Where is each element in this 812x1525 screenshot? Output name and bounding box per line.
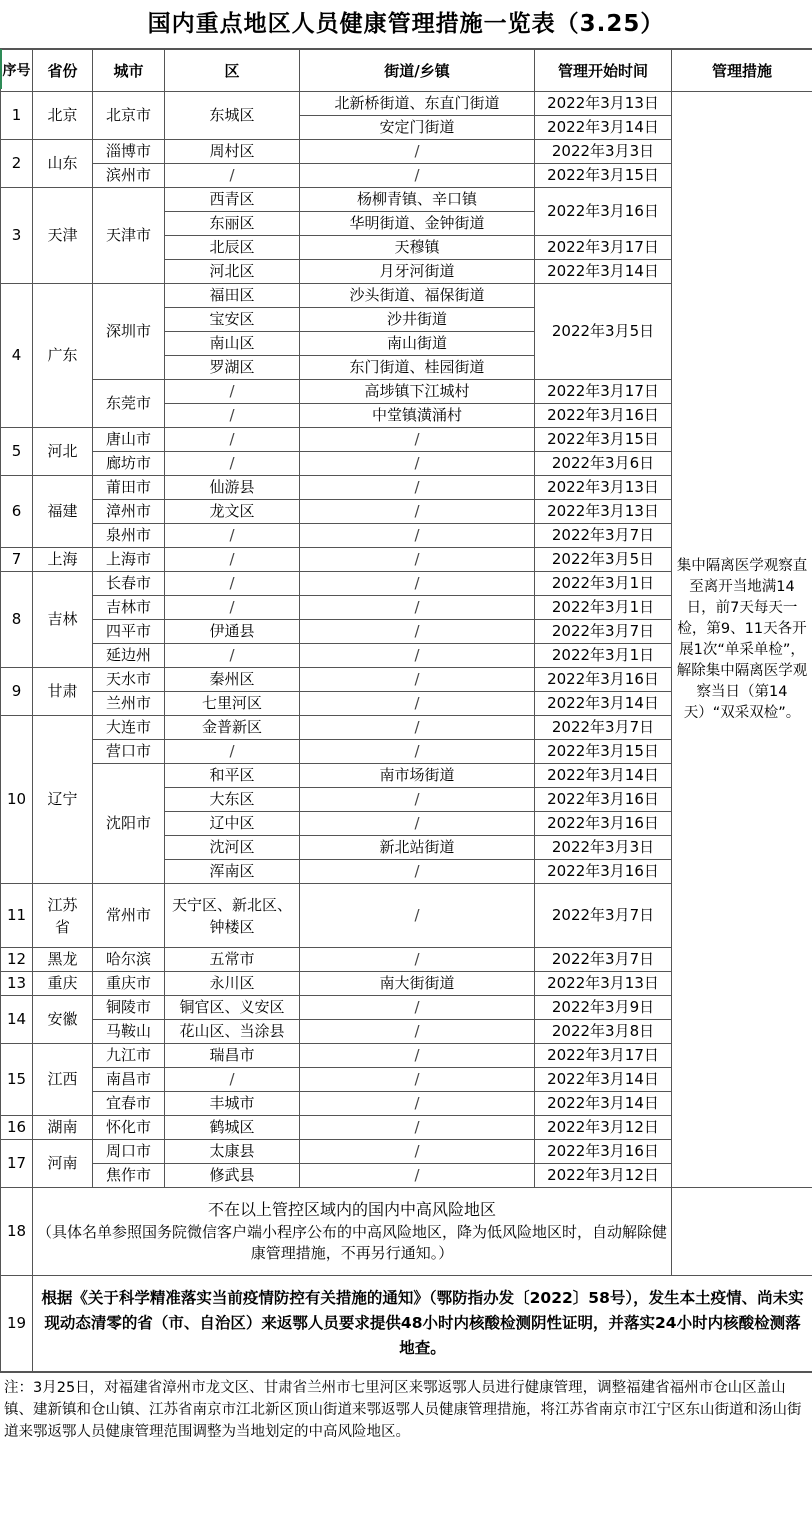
city-cell: 廊坊市 [93, 452, 165, 476]
district-cell: 伊通县 [165, 620, 300, 644]
street-cell: / [300, 1020, 535, 1044]
province-cell: 吉林 [33, 572, 93, 668]
district-cell: 丰城市 [165, 1092, 300, 1116]
street-cell: / [300, 1068, 535, 1092]
street-cell: / [300, 996, 535, 1020]
street-cell: / [300, 668, 535, 692]
street-cell: / [300, 860, 535, 884]
start-date-cell: 2022年3月7日 [535, 716, 672, 740]
city-cell: 北京市 [93, 92, 165, 140]
street-cell: / [300, 572, 535, 596]
start-date-cell: 2022年3月16日 [535, 188, 672, 236]
street-cell: / [300, 1092, 535, 1116]
street-cell: / [300, 164, 535, 188]
city-cell: 周口市 [93, 1140, 165, 1164]
street-cell: / [300, 596, 535, 620]
district-cell: 花山区、当涂县 [165, 1020, 300, 1044]
district-cell: / [165, 1068, 300, 1092]
row-no: 9 [1, 668, 33, 716]
district-cell: 太康县 [165, 1140, 300, 1164]
row-no: 15 [1, 1044, 33, 1116]
province-cell: 河北 [33, 428, 93, 476]
start-date-cell: 2022年3月7日 [535, 884, 672, 948]
row-no: 1 [1, 92, 33, 140]
street-cell: / [300, 524, 535, 548]
start-date-cell: 2022年3月16日 [535, 812, 672, 836]
start-date-cell: 2022年3月14日 [535, 116, 672, 140]
street-cell: 华明街道、金钟街道 [300, 212, 535, 236]
row-no: 14 [1, 996, 33, 1044]
district-cell: 五常市 [165, 948, 300, 972]
city-cell: 常州市 [93, 884, 165, 948]
street-cell: / [300, 428, 535, 452]
start-date-cell: 2022年3月7日 [535, 948, 672, 972]
district-cell: / [165, 548, 300, 572]
province-cell: 上海 [33, 548, 93, 572]
row-no: 16 [1, 1116, 33, 1140]
city-cell: 淄博市 [93, 140, 165, 164]
district-cell: / [165, 524, 300, 548]
other-risk-areas-title: 不在以上管控区域内的国内中高风险地区 [207, 1200, 496, 1219]
street-cell: / [300, 1164, 535, 1188]
street-cell: / [300, 1044, 535, 1068]
start-date-cell: 2022年3月7日 [535, 524, 672, 548]
policy-notice-cell: 根据《关于科学精准落实当前疫情防控有关措施的通知》（鄂防指办发〔2022〕58号），发生本土疫情、尚未实现动态清零的省（市、自治区）来返鄂人员要求提供48小时内核酸检测阴性证明，并落实24小时内核酸检测落地查。 [33, 1276, 812, 1372]
street-cell: 天穆镇 [300, 236, 535, 260]
header-row [1, 50, 812, 92]
row-no: 12 [1, 948, 33, 972]
district-cell: 铜官区、义安区 [165, 996, 300, 1020]
start-date-cell: 2022年3月7日 [535, 620, 672, 644]
start-date-cell: 2022年3月15日 [535, 740, 672, 764]
province-cell: 黑龙 [33, 948, 93, 972]
street-cell: 杨柳青镇、辛口镇 [300, 188, 535, 212]
start-date-cell: 2022年3月13日 [535, 92, 672, 116]
city-cell: 兰州市 [93, 692, 165, 716]
district-cell: 仙游县 [165, 476, 300, 500]
start-date-cell: 2022年3月14日 [535, 692, 672, 716]
street-cell: / [300, 620, 535, 644]
district-cell: 大东区 [165, 788, 300, 812]
street-cell: / [300, 788, 535, 812]
province-cell: 湖南 [33, 1116, 93, 1140]
city-cell: 四平市 [93, 620, 165, 644]
district-cell: 修武县 [165, 1164, 300, 1188]
district-cell: 西青区 [165, 188, 300, 212]
row-no: 19 [1, 1276, 33, 1372]
street-cell: 南市场街道 [300, 764, 535, 788]
district-cell: 福田区 [165, 284, 300, 308]
district-cell: 沈河区 [165, 836, 300, 860]
province-cell: 山东 [33, 140, 93, 188]
street-cell: 南山街道 [300, 332, 535, 356]
city-cell: 延边州 [93, 644, 165, 668]
district-cell: / [165, 404, 300, 428]
street-cell: / [300, 716, 535, 740]
other-risk-areas-detail: （具体名单参照国务院微信客户端小程序公布的中高风险地区，降为低风险地区时，自动解除健康管理措施，不再另行通知。） [37, 1223, 668, 1262]
province-cell: 辽宁 [33, 716, 93, 884]
header-city: 城市 [93, 50, 165, 92]
city-cell: 马鞍山 [93, 1020, 165, 1044]
street-cell: / [300, 548, 535, 572]
district-cell: / [165, 740, 300, 764]
district-cell: 罗湖区 [165, 356, 300, 380]
city-cell: 营口市 [93, 740, 165, 764]
selection-marker [0, 49, 2, 89]
province-cell: 甘肃 [33, 668, 93, 716]
street-cell: / [300, 1140, 535, 1164]
district-cell: / [165, 596, 300, 620]
district-cell: 天宁区、新北区、钟楼区 [165, 884, 300, 948]
start-date-cell: 2022年3月12日 [535, 1116, 672, 1140]
city-cell: 宜春市 [93, 1092, 165, 1116]
district-cell: / [165, 428, 300, 452]
start-date-cell: 2022年3月8日 [535, 1020, 672, 1044]
street-cell: 沙头街道、福保街道 [300, 284, 535, 308]
row-no: 17 [1, 1140, 33, 1188]
row-no: 18 [1, 1188, 33, 1276]
district-cell: 辽中区 [165, 812, 300, 836]
city-cell: 深圳市 [93, 284, 165, 380]
street-cell: / [300, 948, 535, 972]
district-cell: / [165, 644, 300, 668]
start-date-cell: 2022年3月14日 [535, 1068, 672, 1092]
city-cell: 吉林市 [93, 596, 165, 620]
city-cell: 沈阳市 [93, 764, 165, 884]
district-cell: / [165, 572, 300, 596]
street-cell: / [300, 500, 535, 524]
start-date-cell: 2022年3月9日 [535, 996, 672, 1020]
city-cell: 天水市 [93, 668, 165, 692]
district-cell: 永川区 [165, 972, 300, 996]
header-start: 管理开始时间 [535, 50, 672, 92]
row-no: 3 [1, 188, 33, 284]
district-cell: / [165, 380, 300, 404]
other-risk-areas-cell [33, 1188, 672, 1276]
province-cell: 福建 [33, 476, 93, 548]
row-no: 11 [1, 884, 33, 948]
street-cell: 高埗镇下江城村 [300, 380, 535, 404]
province-cell: 江苏省 [33, 884, 93, 948]
table-row [1, 1276, 812, 1372]
start-date-cell: 2022年3月6日 [535, 452, 672, 476]
province-cell: 重庆 [33, 972, 93, 996]
street-cell: / [300, 140, 535, 164]
start-date-cell: 2022年3月16日 [535, 404, 672, 428]
city-cell: 上海市 [93, 548, 165, 572]
city-cell: 铜陵市 [93, 996, 165, 1020]
street-cell: 新北站街道 [300, 836, 535, 860]
district-cell: 宝安区 [165, 308, 300, 332]
district-cell: 浑南区 [165, 860, 300, 884]
header-street: 街道/乡镇 [300, 50, 535, 92]
start-date-cell: 2022年3月3日 [535, 140, 672, 164]
street-cell: 中堂镇潢涌村 [300, 404, 535, 428]
page-title: 国内重点地区人员健康管理措施一览表（3.25） [0, 0, 812, 49]
street-cell: 东门街道、桂园街道 [300, 356, 535, 380]
start-date-cell: 2022年3月1日 [535, 596, 672, 620]
district-cell: 七里河区 [165, 692, 300, 716]
table-row [1, 92, 812, 116]
start-date-cell: 2022年3月15日 [535, 428, 672, 452]
start-date-cell: 2022年3月1日 [535, 572, 672, 596]
city-cell: 漳州市 [93, 500, 165, 524]
street-cell: / [300, 644, 535, 668]
row-no: 2 [1, 140, 33, 188]
start-date-cell: 2022年3月17日 [535, 236, 672, 260]
district-cell: 龙文区 [165, 500, 300, 524]
measures-cell: 集中隔离医学观察直至离开当地满14日，前7天每天一检，第9、11天各开展1次“单采单检”，解除集中隔离医学观察当日（第14天）“双采双检”。 [672, 92, 812, 1188]
row-no: 5 [1, 428, 33, 476]
header-measures: 管理措施 [672, 50, 812, 92]
row-no: 7 [1, 548, 33, 572]
district-cell: 秦州区 [165, 668, 300, 692]
district-cell: / [165, 164, 300, 188]
footer-note: 注：3月25日，对福建省漳州市龙文区、甘肃省兰州市七里河区来鄂返鄂人员进行健康管理，调整福建省福州市仓山区盖山镇、建新镇和仓山镇、江苏省南京市江北新区顶山街道来鄂返鄂人员健康管理措施，将江苏省南京市江宁区东山街道和汤山街道来鄂返鄂人员健康管理范围调整为当地划定的中高风险地区。 [0, 1372, 812, 1447]
start-date-cell: 2022年3月14日 [535, 1092, 672, 1116]
management-table [0, 49, 812, 1372]
district-cell: 金普新区 [165, 716, 300, 740]
header-district: 区 [165, 50, 300, 92]
city-cell: 九江市 [93, 1044, 165, 1068]
street-cell: 安定门街道 [300, 116, 535, 140]
district-cell: / [165, 452, 300, 476]
start-date-cell: 2022年3月1日 [535, 644, 672, 668]
header-province: 省份 [33, 50, 93, 92]
city-cell: 南昌市 [93, 1068, 165, 1092]
street-cell: 沙井街道 [300, 308, 535, 332]
row-no: 13 [1, 972, 33, 996]
street-cell: 南大街街道 [300, 972, 535, 996]
row-no: 4 [1, 284, 33, 428]
street-cell: / [300, 812, 535, 836]
city-cell: 哈尔滨 [93, 948, 165, 972]
start-date-cell: 2022年3月3日 [535, 836, 672, 860]
start-date-cell: 2022年3月12日 [535, 1164, 672, 1188]
start-date-cell: 2022年3月14日 [535, 764, 672, 788]
city-cell: 大连市 [93, 716, 165, 740]
street-cell: / [300, 452, 535, 476]
start-date-cell: 2022年3月13日 [535, 476, 672, 500]
street-cell: / [300, 884, 535, 948]
district-cell: 和平区 [165, 764, 300, 788]
table-row [1, 1188, 812, 1276]
city-cell: 怀化市 [93, 1116, 165, 1140]
start-date-cell: 2022年3月5日 [535, 548, 672, 572]
province-cell: 江西 [33, 1044, 93, 1116]
start-date-cell: 2022年3月14日 [535, 260, 672, 284]
city-cell: 莆田市 [93, 476, 165, 500]
province-cell: 河南 [33, 1140, 93, 1188]
district-cell: 瑞昌市 [165, 1044, 300, 1068]
district-cell: 东丽区 [165, 212, 300, 236]
start-date-cell: 2022年3月16日 [535, 1140, 672, 1164]
city-cell: 泉州市 [93, 524, 165, 548]
street-cell: / [300, 740, 535, 764]
start-date-cell: 2022年3月17日 [535, 380, 672, 404]
district-cell: 东城区 [165, 92, 300, 140]
city-cell: 长春市 [93, 572, 165, 596]
province-cell: 安徽 [33, 996, 93, 1044]
city-cell: 天津市 [93, 188, 165, 284]
street-cell: / [300, 692, 535, 716]
header-no: 序号 [1, 50, 33, 92]
street-cell: / [300, 1116, 535, 1140]
district-cell: 河北区 [165, 260, 300, 284]
start-date-cell: 2022年3月17日 [535, 1044, 672, 1068]
row-no: 8 [1, 572, 33, 668]
city-cell: 唐山市 [93, 428, 165, 452]
start-date-cell: 2022年3月13日 [535, 500, 672, 524]
start-date-cell: 2022年3月16日 [535, 668, 672, 692]
start-date-cell: 2022年3月16日 [535, 788, 672, 812]
street-cell: 月牙河街道 [300, 260, 535, 284]
row-no: 6 [1, 476, 33, 548]
province-cell: 北京 [33, 92, 93, 140]
district-cell: 鹤城区 [165, 1116, 300, 1140]
city-cell: 东莞市 [93, 380, 165, 428]
district-cell: 北辰区 [165, 236, 300, 260]
district-cell: 周村区 [165, 140, 300, 164]
city-cell: 焦作市 [93, 1164, 165, 1188]
start-date-cell: 2022年3月5日 [535, 284, 672, 380]
city-cell: 重庆市 [93, 972, 165, 996]
start-date-cell: 2022年3月15日 [535, 164, 672, 188]
start-date-cell: 2022年3月16日 [535, 860, 672, 884]
street-cell: 北新桥街道、东直门街道 [300, 92, 535, 116]
province-cell: 天津 [33, 188, 93, 284]
row-no: 10 [1, 716, 33, 884]
start-date-cell: 2022年3月13日 [535, 972, 672, 996]
province-cell: 广东 [33, 284, 93, 428]
city-cell: 滨州市 [93, 164, 165, 188]
district-cell: 南山区 [165, 332, 300, 356]
street-cell: / [300, 476, 535, 500]
